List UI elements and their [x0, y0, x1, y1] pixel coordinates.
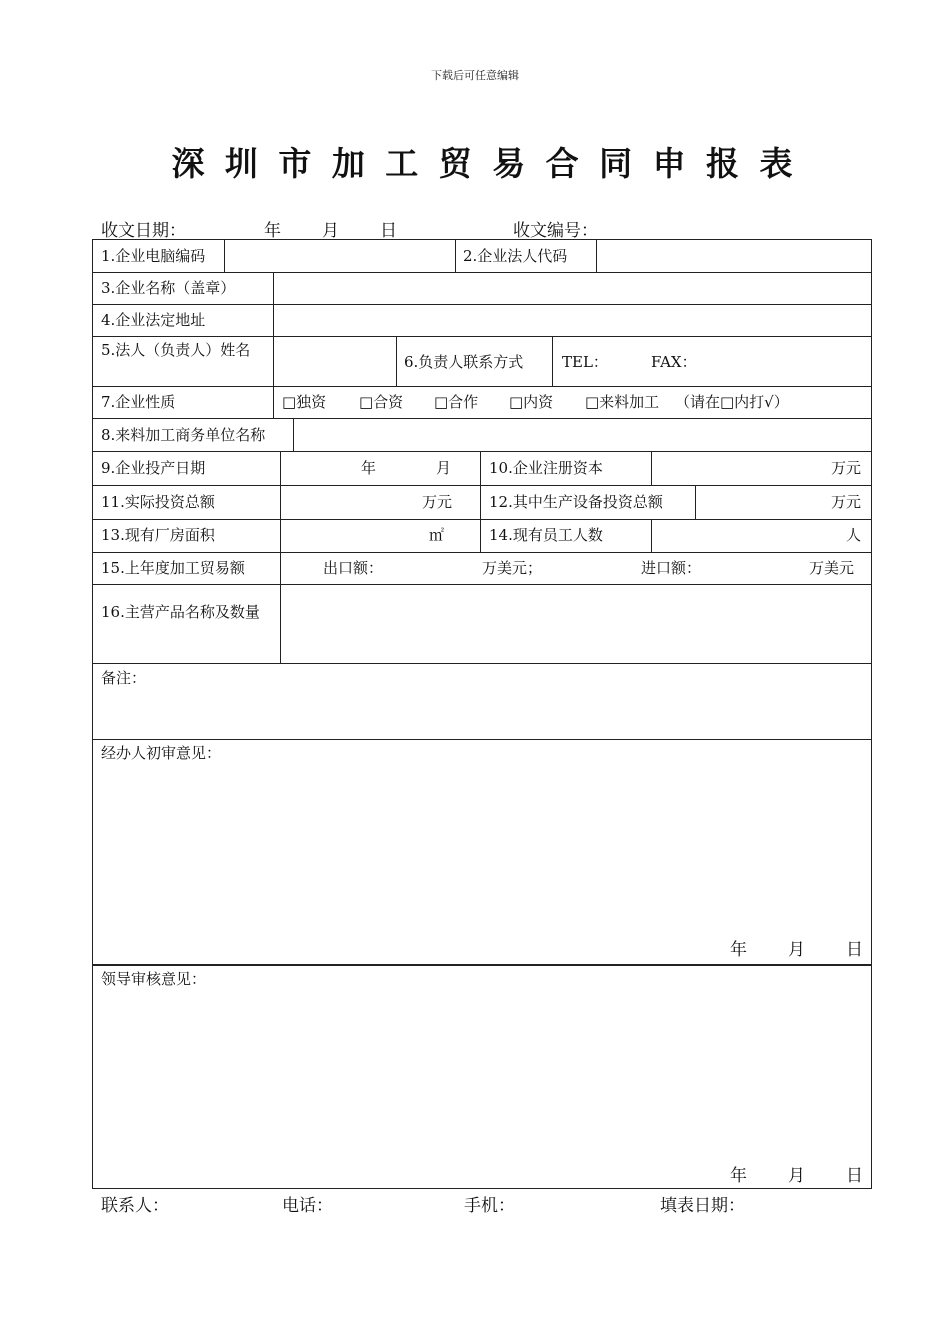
col-divider: [480, 451, 481, 552]
remarks-label: 备注：: [101, 669, 147, 687]
handler-opinion-label: 经办人初审意见：: [101, 744, 222, 762]
employee-count-label: 14.现有员工人数: [489, 526, 603, 544]
application-form-table: [92, 239, 872, 1189]
col-divider: [695, 485, 696, 519]
equipment-investment-unit: 万元: [830, 493, 861, 511]
equipment-investment-label: 12.其中生产设备投资总额: [489, 493, 663, 511]
checkbox-instruction-note: （请在□内打√）: [675, 393, 789, 411]
col-divider: [293, 418, 294, 451]
production-month-label: 月: [436, 459, 452, 477]
row-divider: [93, 386, 871, 387]
processing-business-unit-label: 8.来料加工商务单位名称: [101, 426, 266, 444]
mobile-label: 手机：: [464, 1196, 515, 1216]
col-divider: [280, 451, 281, 663]
received-date-label: 收文日期：: [101, 221, 186, 241]
col-divider: [596, 240, 597, 272]
col-divider: [651, 451, 652, 485]
handler-month-label: 月: [788, 940, 805, 960]
option-sole-investment-checkbox[interactable]: □独资: [282, 393, 327, 411]
received-day-label: 日: [380, 221, 397, 241]
legal-address-label: 4.企业法定地址: [101, 311, 206, 329]
phone-label: 电话：: [282, 1196, 333, 1216]
main-products-label: 16.主营产品名称及数量: [101, 603, 260, 621]
total-investment-unit: 万元: [421, 493, 452, 511]
registered-capital-label: 10.企业注册资本: [489, 459, 603, 477]
row-divider: [93, 272, 871, 273]
row-divider: [93, 552, 871, 553]
row-divider: [93, 584, 871, 585]
leader-month-label: 月: [788, 1166, 805, 1186]
factory-area-label: 13.现有厂房面积: [101, 526, 215, 544]
leader-year-label: 年: [730, 1166, 747, 1186]
option-joint-venture-checkbox[interactable]: □合资: [359, 393, 404, 411]
received-month-label: 月: [322, 221, 339, 241]
col-divider: [224, 240, 225, 272]
option-processing-checkbox[interactable]: □来料加工: [585, 393, 660, 411]
option-cooperation-checkbox[interactable]: □合作: [434, 393, 479, 411]
col-divider: [396, 336, 397, 386]
employee-count-unit: 人: [845, 526, 861, 544]
total-investment-label: 11.实际投资总额: [101, 493, 215, 511]
row-divider: [93, 304, 871, 305]
row-divider: [93, 336, 871, 337]
received-year-label: 年: [264, 221, 281, 241]
row-divider: [93, 663, 871, 664]
row-divider: [93, 519, 871, 520]
row-divider: [93, 485, 871, 486]
contact-method-label: 6.负责人联系方式: [404, 353, 524, 371]
leader-day-label: 日: [846, 1166, 863, 1186]
col-divider: [273, 272, 274, 386]
option-domestic-checkbox[interactable]: □内资: [509, 393, 554, 411]
production-year-label: 年: [361, 459, 377, 477]
production-date-label: 9.企业投产日期: [101, 459, 206, 477]
col-divider: [651, 519, 652, 552]
enterprise-nature-label: 7.企业性质: [101, 393, 176, 411]
export-amount-label: 出口额：: [323, 559, 384, 577]
legal-person-code-label: 2.企业法人代码: [463, 247, 568, 265]
col-divider: [273, 386, 274, 418]
row-divider: [93, 451, 871, 452]
contact-person-label: 联系人：: [101, 1196, 169, 1216]
row-divider: [93, 418, 871, 419]
factory-area-unit: ㎡: [429, 526, 445, 544]
watermark: 下载后可任意编辑: [431, 69, 519, 82]
handler-day-label: 日: [846, 940, 863, 960]
last-year-trade-label: 15.上年度加工贸易额: [101, 559, 245, 577]
fill-date-label: 填表日期：: [660, 1196, 745, 1216]
tel-label: TEL：: [562, 353, 608, 371]
fax-label: FAX：: [651, 353, 697, 371]
leader-opinion-label: 领导审核意见：: [101, 970, 207, 988]
registered-capital-unit: 万元: [830, 459, 861, 477]
enterprise-computer-code-label: 1.企业电脑编码: [101, 247, 206, 265]
handler-year-label: 年: [730, 940, 747, 960]
page-title: 深圳市加工贸易合同申报表: [171, 144, 813, 183]
export-unit-label: 万美元；: [482, 559, 543, 577]
enterprise-name-label: 3.企业名称（盖章）: [101, 279, 236, 297]
import-amount-label: 进口额：: [641, 559, 702, 577]
col-divider: [552, 336, 553, 386]
received-no-label: 收文编号：: [513, 221, 598, 241]
legal-representative-label: 5.法人（负责人）姓名: [101, 341, 251, 359]
row-divider: [93, 739, 871, 740]
import-unit-label: 万美元: [809, 559, 855, 577]
col-divider: [455, 240, 456, 272]
row-divider: [93, 964, 871, 966]
